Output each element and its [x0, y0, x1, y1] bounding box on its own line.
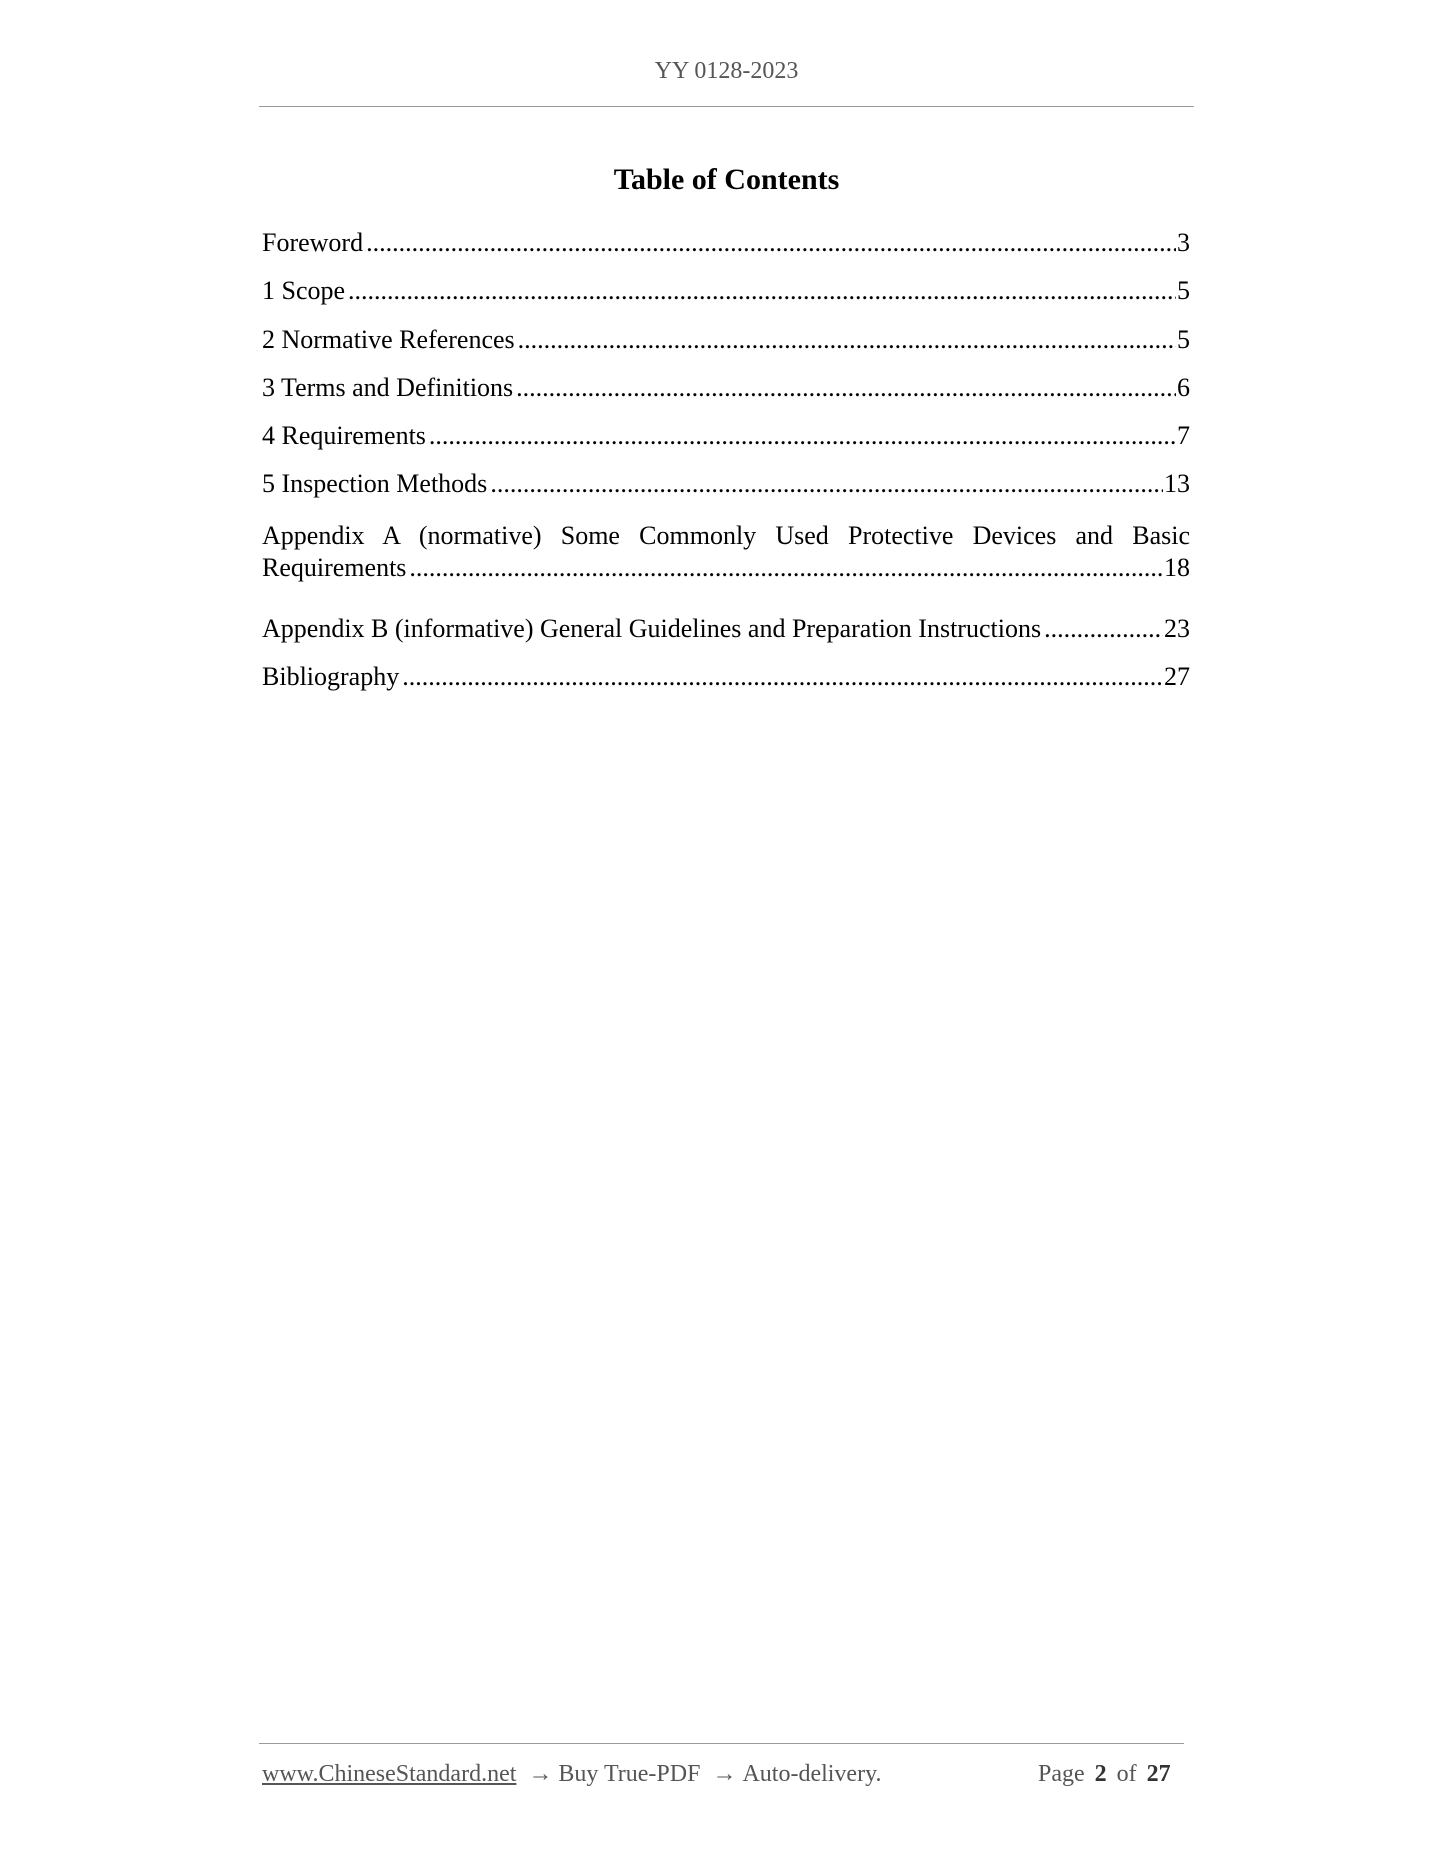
toc-entry-normative-references[interactable] [262, 325, 1190, 373]
toc-entry-label: 3 Terms and Definitions [262, 372, 514, 402]
toc-entry-page: 13 [1164, 469, 1190, 499]
delivery-text: Auto-delivery. [742, 1761, 882, 1787]
dot-leader [409, 553, 1163, 583]
toc-title: Table of Contents [613, 163, 840, 196]
website-link[interactable]: www.ChineseStandard.net [262, 1761, 517, 1787]
toc-entry-label-line1: Appendix A (normative) Some Commonly Used Protective Devices and Basic [262, 520, 1190, 550]
arrow-right-icon: → [528, 1761, 553, 1787]
dot-leader [1044, 614, 1163, 644]
dot-leader [366, 228, 1176, 258]
dot-leader [402, 662, 1163, 692]
toc-entry-label: 2 Normative References [262, 324, 515, 354]
toc-entry-page: 5 [1177, 324, 1190, 354]
toc-entry-label: 5 Inspection Methods [262, 469, 488, 499]
toc-entry-requirements[interactable] [262, 421, 1190, 469]
footer-divider [259, 1743, 1184, 1744]
toc-entry-page: 7 [1177, 421, 1190, 451]
dot-leader [516, 373, 1176, 403]
toc-entry-bibliography[interactable] [262, 662, 1190, 710]
footer-promo [262, 1761, 882, 1788]
toc-entry-page: 23 [1164, 613, 1190, 643]
arrow-right-icon: → [712, 1761, 737, 1787]
toc-entry-appendix-b[interactable] [262, 614, 1190, 662]
running-header: YY 0128-2023 [654, 58, 799, 84]
toc-entry-page: 18 [1164, 552, 1190, 582]
page-number [1038, 1761, 1181, 1788]
of-label: of [1116, 1761, 1137, 1787]
buy-text: Buy True-PDF [558, 1761, 701, 1787]
toc-entry-page: 27 [1164, 662, 1190, 692]
toc-entry-page: 3 [1177, 228, 1190, 257]
toc-entry-page: 5 [1177, 276, 1190, 306]
toc-entry-foreword[interactable] [262, 228, 1190, 276]
header-divider [259, 106, 1194, 107]
toc-entry-label: 4 Requirements [262, 421, 426, 451]
dot-leader [518, 325, 1176, 355]
toc-entry-label: Bibliography [262, 662, 400, 692]
toc-entry-label: Foreword [262, 228, 364, 257]
dot-leader [429, 421, 1176, 451]
page-label: Page [1038, 1761, 1085, 1787]
toc-entry-appendix-a[interactable] [262, 518, 1190, 614]
toc-entry-scope[interactable] [262, 276, 1190, 324]
dot-leader [348, 276, 1176, 306]
toc-entry-page: 6 [1177, 372, 1190, 402]
dot-leader [490, 469, 1163, 499]
toc-entry-label: Appendix B (informative) General Guidelines and Preparation Instructions [262, 613, 1042, 643]
toc-list [262, 228, 1190, 710]
toc-entry-line2 [262, 553, 1190, 601]
toc-entry-label-line2: Requirements [262, 552, 407, 582]
toc-entry-label: 1 Scope [262, 276, 346, 306]
toc-entry-terms-definitions[interactable] [262, 373, 1190, 421]
page-total: 27 [1146, 1761, 1171, 1787]
toc-entry-inspection-methods[interactable] [262, 469, 1190, 517]
page-current: 2 [1094, 1761, 1107, 1787]
